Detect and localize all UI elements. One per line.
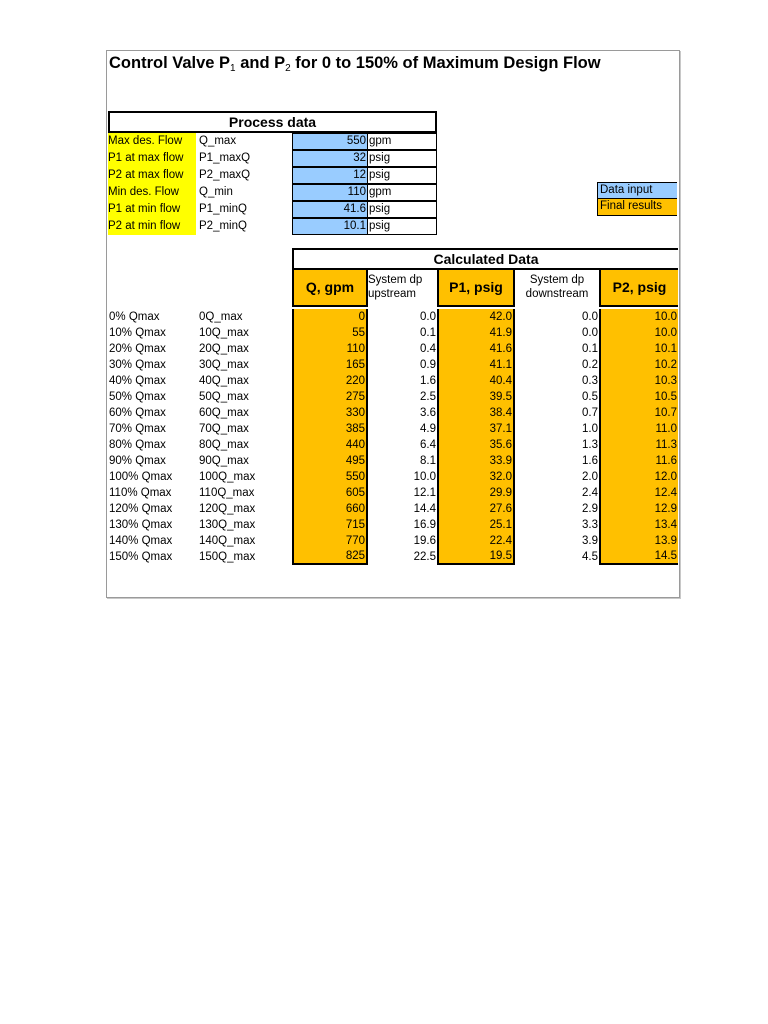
calc-p2-psig: 11.6 [599,453,678,469]
process-input-value[interactable]: 12 [292,167,368,184]
calc-dp-upstream: 1.6 [420,375,436,387]
process-data-heading: Process data [108,111,437,133]
process-row-variable: P2_minQ [199,220,247,232]
calc-dp-downstream: 2.0 [582,471,598,483]
calc-p2-psig: 12.0 [599,469,678,485]
process-input-value[interactable]: 110 [292,184,368,201]
column-header-p2-psig: P2, psig [599,270,678,307]
calc-row-percent: 20% Qmax [109,343,166,355]
process-row-variable: P1_minQ [199,203,247,215]
calc-dp-upstream: 14.4 [413,503,436,515]
calc-dp-downstream: 0.7 [582,407,598,419]
calc-dp-upstream: 0.1 [420,327,436,339]
calc-p1-psig: 39.5 [437,389,515,405]
calc-p2-psig: 10.5 [599,389,678,405]
calc-row-percent: 40% Qmax [109,375,166,387]
calc-p2-psig: 10.2 [599,357,678,373]
calc-row-variable: 90Q_max [199,455,249,467]
process-row-label: P1 at min flow [108,201,196,218]
calc-dp-downstream: 3.3 [582,519,598,531]
calc-q-gpm: 275 [292,389,368,405]
calc-row-variable: 0Q_max [199,311,243,323]
calc-q-gpm: 165 [292,357,368,373]
process-row-unit: psig [368,201,437,218]
calc-row-percent: 120% Qmax [109,503,173,515]
calc-p2-psig: 10.0 [599,325,678,341]
calc-dp-upstream: 0.9 [420,359,436,371]
calc-p1-psig: 38.4 [437,405,515,421]
calc-dp-downstream: 1.0 [582,423,598,435]
calc-row-variable: 130Q_max [199,519,256,531]
calc-dp-downstream: 4.5 [582,551,598,563]
column-header-dp-downstream-line2: downstream [525,288,589,300]
calc-dp-upstream: 8.1 [420,455,436,467]
calc-q-gpm: 440 [292,437,368,453]
calc-p2-psig: 10.7 [599,405,678,421]
process-input-value[interactable]: 32 [292,150,368,167]
calc-dp-upstream: 0.4 [420,343,436,355]
calc-q-gpm: 550 [292,469,368,485]
process-row-variable: P2_maxQ [199,169,251,181]
calc-row-variable: 150Q_max [199,551,256,563]
calc-row-variable: 80Q_max [199,439,249,451]
process-input-value[interactable]: 41.6 [292,201,368,218]
calc-row-percent: 130% Qmax [109,519,173,531]
calc-dp-upstream: 3.6 [420,407,436,419]
calc-row-variable: 120Q_max [199,503,256,515]
calc-p1-psig: 32.0 [437,469,515,485]
calc-dp-downstream: 0.5 [582,391,598,403]
calc-q-gpm: 715 [292,517,368,533]
calc-row-percent: 80% Qmax [109,439,166,451]
calc-row-variable: 10Q_max [199,327,249,339]
calc-row-percent: 140% Qmax [109,535,173,547]
legend-data-input: Data input [597,182,677,199]
calc-dp-downstream: 1.3 [582,439,598,451]
calc-dp-downstream: 0.3 [582,375,598,387]
calc-p2-psig: 12.9 [599,501,678,517]
process-input-value[interactable]: 550 [292,133,368,150]
column-header-dp-upstream [368,270,437,307]
calc-p1-psig: 29.9 [437,485,515,501]
calc-p2-psig: 13.9 [599,533,678,549]
calc-q-gpm: 220 [292,373,368,389]
calc-row-variable: 40Q_max [199,375,249,387]
calc-p2-psig: 14.5 [599,549,678,565]
calc-p2-psig: 12.4 [599,485,678,501]
process-row-unit: psig [368,167,437,184]
calc-dp-upstream: 12.1 [413,487,436,499]
calc-p1-psig: 19.5 [437,549,515,565]
calc-row-variable: 20Q_max [199,343,249,355]
calc-row-percent: 30% Qmax [109,359,166,371]
calc-dp-downstream: 1.6 [582,455,598,467]
calc-q-gpm: 605 [292,485,368,501]
process-row-label: P2 at max flow [108,167,196,184]
process-row-label: P1 at max flow [108,150,196,167]
calc-q-gpm: 330 [292,405,368,421]
calc-p1-psig: 22.4 [437,533,515,549]
process-row-label: Min des. Flow [108,184,196,201]
calc-p2-psig: 10.3 [599,373,678,389]
calc-dp-downstream: 0.0 [582,311,598,323]
calc-p1-psig: 33.9 [437,453,515,469]
calc-row-percent: 60% Qmax [109,407,166,419]
calc-dp-downstream: 3.9 [582,535,598,547]
calc-p2-psig: 10.0 [599,309,678,325]
process-row-variable: Q_max [199,135,237,147]
calc-q-gpm: 385 [292,421,368,437]
column-header-dp-upstream-line2: upstream [368,288,416,300]
calc-row-variable: 110Q_max [199,487,255,499]
process-input-value[interactable]: 10.1 [292,218,368,235]
column-header-dp-downstream [515,270,599,307]
calc-row-variable: 70Q_max [199,423,249,435]
legend-final-results: Final results [597,199,677,216]
calc-p1-psig: 41.9 [437,325,515,341]
calc-row-percent: 70% Qmax [109,423,166,435]
calc-dp-upstream: 22.5 [413,551,436,563]
calc-p1-psig: 37.1 [437,421,515,437]
calc-p1-psig: 40.4 [437,373,515,389]
column-header-p1-psig: P1, psig [437,270,515,307]
calc-dp-downstream: 2.9 [582,503,598,515]
calc-p1-psig: 42.0 [437,309,515,325]
calc-row-percent: 50% Qmax [109,391,166,403]
calc-p1-psig: 41.6 [437,341,515,357]
process-row-unit: psig [368,150,437,167]
calc-row-variable: 140Q_max [199,535,256,547]
calc-row-percent: 10% Qmax [109,327,166,339]
process-row-unit: gpm [368,184,437,201]
process-row-variable: Q_min [199,186,233,198]
calc-row-percent: 110% Qmax [109,487,172,499]
process-row-unit: psig [368,218,437,235]
process-row-unit: gpm [368,133,437,150]
calc-q-gpm: 770 [292,533,368,549]
calc-p2-psig: 11.3 [599,437,678,453]
calc-row-variable: 100Q_max [199,471,256,483]
calc-dp-downstream: 0.2 [582,359,598,371]
calculated-data-heading: Calculated Data [292,248,678,270]
calc-row-percent: 0% Qmax [109,311,160,323]
calc-row-variable: 60Q_max [199,407,249,419]
calc-dp-upstream: 6.4 [420,439,436,451]
calc-dp-upstream: 10.0 [413,471,436,483]
calc-p2-psig: 11.0 [599,421,678,437]
calc-q-gpm: 55 [292,325,368,341]
calc-row-variable: 30Q_max [199,359,249,371]
calc-row-variable: 50Q_max [199,391,249,403]
calc-p1-psig: 27.6 [437,501,515,517]
column-header-dp-upstream-line1: System dp [368,274,423,286]
process-row-label: P2 at min flow [108,218,196,235]
calc-dp-upstream: 4.9 [420,423,436,435]
calc-row-percent: 150% Qmax [109,551,173,563]
calc-p2-psig: 10.1 [599,341,678,357]
calc-dp-upstream: 19.6 [413,535,436,547]
calc-dp-upstream: 0.0 [420,311,436,323]
calc-p1-psig: 41.1 [437,357,515,373]
calc-q-gpm: 110 [292,341,368,357]
calc-dp-downstream: 0.1 [582,343,598,355]
calc-dp-downstream: 0.0 [582,327,598,339]
calc-q-gpm: 0 [292,309,368,325]
calc-q-gpm: 660 [292,501,368,517]
page-title: Control Valve $P_1$ and $P_2$ for 0 to 150% of Maximum Design Flow [109,54,601,74]
column-header-dp-downstream-line1: System dp [529,274,585,286]
calc-q-gpm: 495 [292,453,368,469]
process-row-label: Max des. Flow [108,133,196,150]
column-header-q-gpm: Q, gpm [292,270,368,307]
calc-p1-psig: 25.1 [437,517,515,533]
calc-dp-upstream: 2.5 [420,391,436,403]
calc-p1-psig: 35.6 [437,437,515,453]
calc-p2-psig: 13.4 [599,517,678,533]
calc-q-gpm: 825 [292,549,368,565]
calc-row-percent: 100% Qmax [109,471,173,483]
process-row-variable: P1_maxQ [199,152,251,164]
calc-dp-upstream: 16.9 [413,519,436,531]
calc-dp-downstream: 2.4 [582,487,598,499]
calc-row-percent: 90% Qmax [109,455,166,467]
